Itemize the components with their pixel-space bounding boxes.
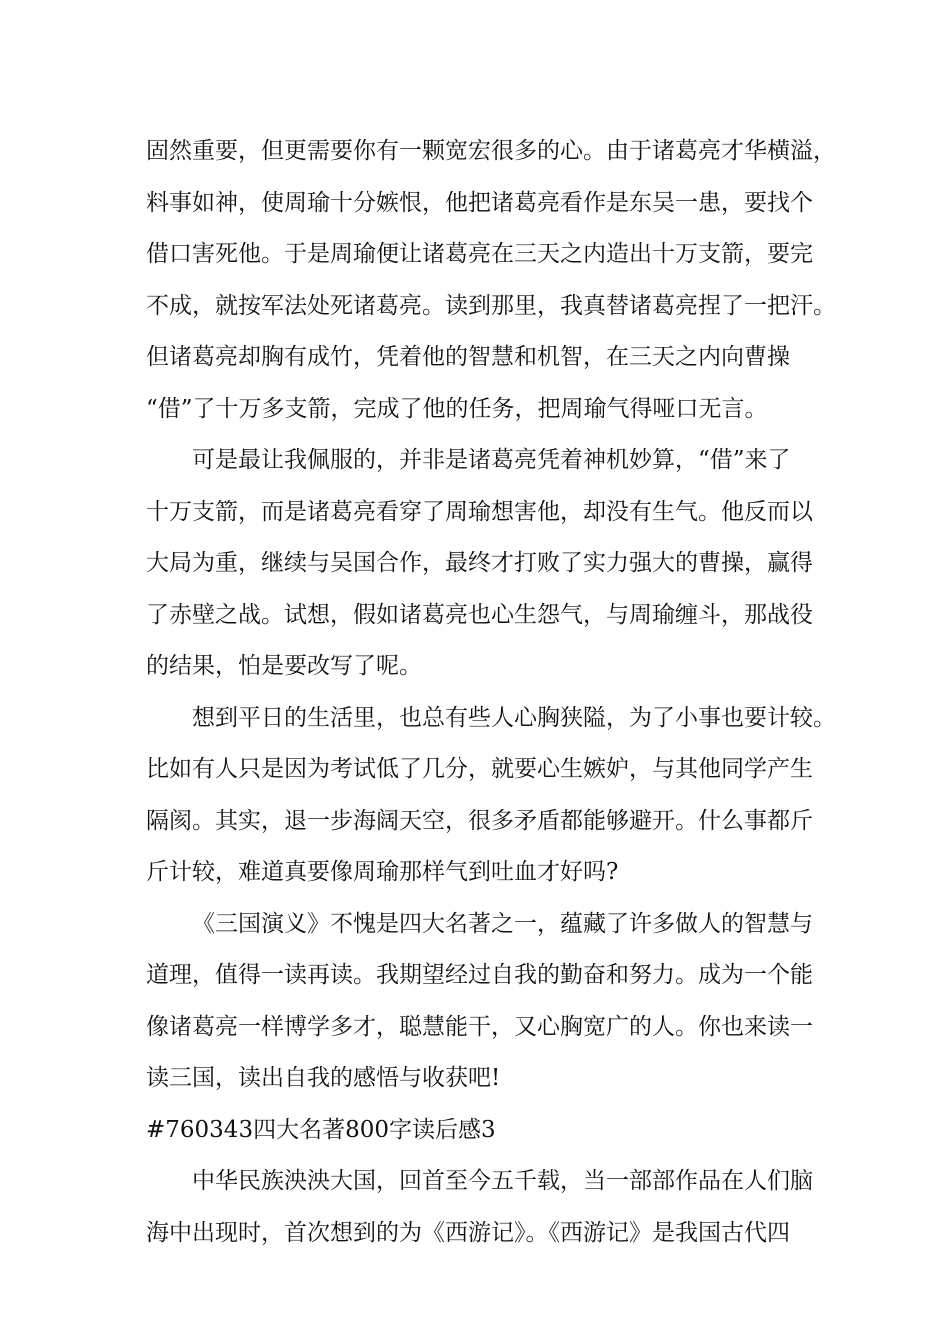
text-line: 中华民族泱泱大国，回首至今五千载，当一部部作品在人们脑 xyxy=(192,1168,813,1194)
text-line: 料事如神，使周瑜十分嫉恨，他把诸葛亮看作是东吴一患，要找个 xyxy=(146,189,813,216)
text-line: 了赤壁之战。试想，假如诸葛亮也心生怨气，与周瑜缠斗，那战役 xyxy=(146,601,813,628)
paragraph-4 xyxy=(146,899,826,1105)
text-line: 可是最让我佩服的，并非是诸葛亮凭着神机妙算，“借”来了 xyxy=(192,447,791,473)
text-line: 但诸葛亮却胸有成竹，凭着他的智慧和机智，在三天之内向曹操 xyxy=(146,344,790,370)
text-line: 想到平日的生活里，也总有些人心胸狭隘，为了小事也要计较。 xyxy=(192,704,836,731)
text-line: “借”了十万多支箭，完成了他的任务，把周瑜气得哑口无言。 xyxy=(146,395,768,422)
text-line: 像诸葛亮一样博学多才，聪慧能干，又心胸宽广的人。你也来读一 xyxy=(146,1013,813,1040)
text-line: 大局为重，继续与吴国合作，最终才打败了实力强大的曹操，赢得 xyxy=(146,550,813,576)
text-line: 道理，值得一读再读。我期望经过自我的勤奋和努力。成为一个能 xyxy=(146,962,813,988)
text-line: 比如有人只是因为考试低了几分，就要心生嫉妒，与其他同学产生 xyxy=(146,756,813,782)
text-line: 斤计较，难道真要像周瑜那样气到吐血才好吗? xyxy=(146,859,619,885)
text-line: 海中出现时，首次想到的为《西游记》。《西游记》是我国古代四 xyxy=(146,1219,790,1246)
text-line: 《三国演义》不愧是四大名著之一，蕴藏了许多做人的智慧与 xyxy=(192,910,813,937)
section-heading: #760343四大名著800字读后感3 xyxy=(146,1116,496,1143)
text-line: 固然重要，但更需要你有一颗宽宏很多的心。由于诸葛亮才华横溢， xyxy=(146,138,836,164)
paragraph-2 xyxy=(146,435,826,693)
text-line: 借口害死他。于是周瑜便让诸葛亮在三天之内造出十万支箭，要完 xyxy=(146,241,813,267)
closing-paragraph xyxy=(146,1156,826,1259)
text-line: 读三国，读出自我的感悟与收获吧! xyxy=(146,1065,501,1091)
text-line: 隔阂。其实，退一步海阔天空，很多矛盾都能够避开。什么事都斤 xyxy=(146,807,813,834)
document-body xyxy=(146,126,836,1259)
paragraph-1 xyxy=(146,126,836,435)
text-line: 不成，就按军法处死诸葛亮。读到那里，我真替诸葛亮捏了一把汗。 xyxy=(146,292,836,319)
paragraph-3 xyxy=(146,693,836,899)
text-line: 十万支箭，而是诸葛亮看穿了周瑜想害他，却没有生气。他反而以 xyxy=(146,498,813,525)
text-line: 的结果，怕是要改写了呢。 xyxy=(146,653,422,679)
